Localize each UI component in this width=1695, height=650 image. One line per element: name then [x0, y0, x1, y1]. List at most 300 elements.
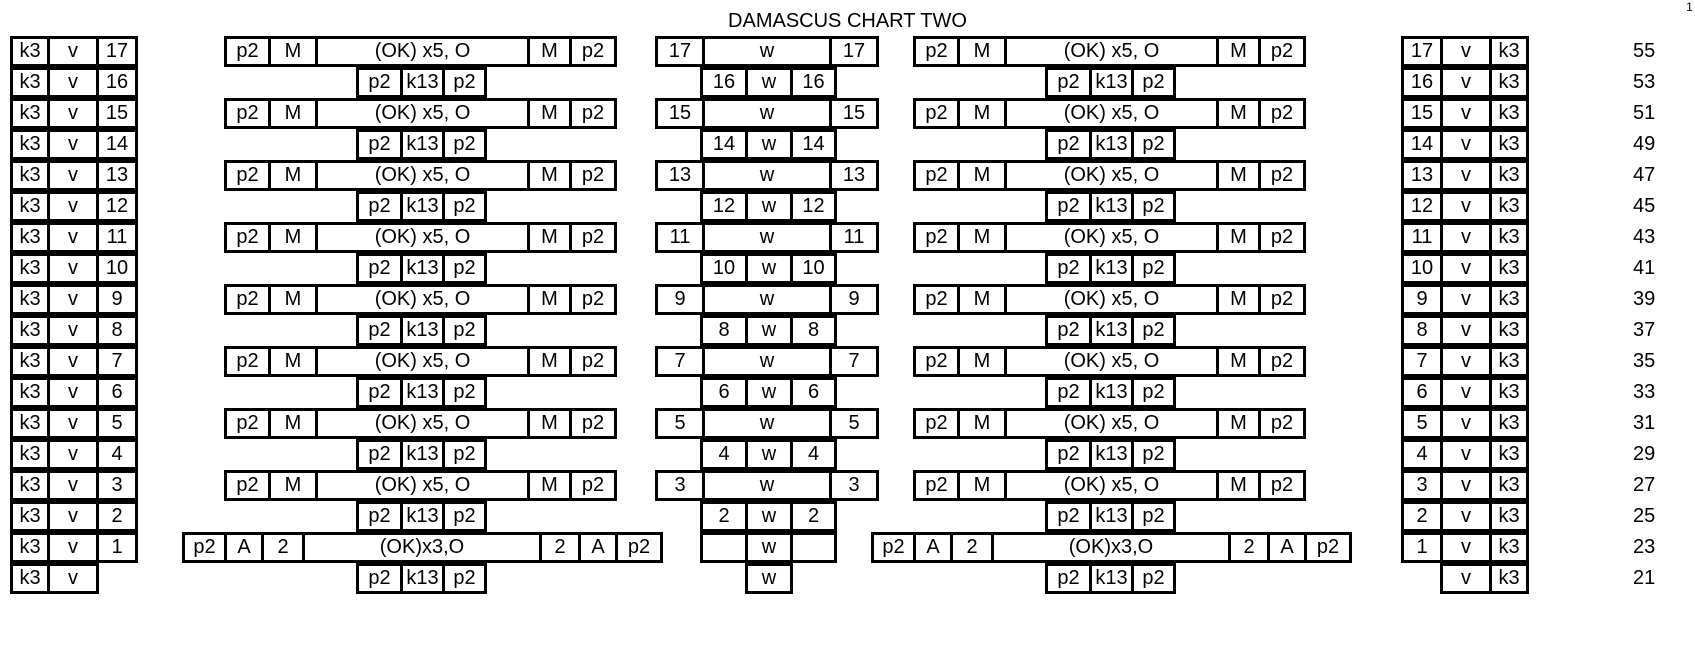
stitch-k3: k3 [1489, 36, 1529, 67]
stitch-ok-x5: (OK) x5, O [1004, 160, 1219, 191]
stitch-count: 6 [700, 377, 748, 408]
stitch-p2: p2 [913, 98, 960, 129]
stitch-count: 11 [829, 222, 879, 253]
stitch-M: M [1216, 160, 1261, 191]
stitch-w: w [745, 67, 793, 98]
stitch-k13: k13 [400, 129, 445, 160]
chart-row [0, 408, 1695, 439]
stitch-count: 7 [655, 346, 705, 377]
stitch-v: v [47, 377, 99, 408]
stitch-p2: p2 [356, 563, 403, 594]
stitch-k13: k13 [400, 315, 445, 346]
stitch-p2: p2 [356, 377, 403, 408]
stitch-k3: k3 [1489, 129, 1529, 160]
stitch-k3: k3 [1489, 346, 1529, 377]
stitch-count: 11 [1401, 222, 1443, 253]
chart-row [0, 470, 1695, 501]
stitch-ok-x5: (OK) x5, O [1004, 408, 1219, 439]
stitch-w: w [745, 501, 793, 532]
stitch-p2: p2 [569, 470, 617, 501]
stitch-v: v [47, 532, 99, 563]
stitch-p2: p2 [442, 67, 487, 98]
stitch-p2: p2 [442, 253, 487, 284]
stitch-k3: k3 [10, 377, 50, 408]
stitch-k3: k3 [10, 67, 50, 98]
stitch-w: w [745, 532, 793, 563]
stitch-ok-x5: (OK) x5, O [315, 36, 530, 67]
chart-row [0, 377, 1695, 408]
stitch-M: M [527, 98, 572, 129]
stitch-2: 2 [539, 532, 581, 563]
stitch-count: 7 [96, 346, 138, 377]
stitch-count: 10 [700, 253, 748, 284]
stitch-M: M [957, 98, 1007, 129]
stitch-count: 3 [1401, 470, 1443, 501]
stitch-M: M [957, 470, 1007, 501]
stitch-p2: p2 [1258, 408, 1306, 439]
stitch-w: w [702, 36, 832, 67]
stitch-v: v [47, 501, 99, 532]
stitch-k13: k13 [1089, 563, 1134, 594]
stitch-M: M [268, 346, 318, 377]
stitch-v: v [1440, 253, 1492, 284]
row-number-label: 45 [1633, 195, 1656, 217]
stitch-M: M [957, 222, 1007, 253]
stitch-p2: p2 [913, 160, 960, 191]
stitch-p2: p2 [1258, 98, 1306, 129]
stitch-count: 2 [790, 501, 837, 532]
chart-row [0, 222, 1695, 253]
stitch-count: 1 [1401, 532, 1443, 563]
stitch-k13: k13 [400, 191, 445, 222]
chart-row [0, 253, 1695, 284]
stitch-2: 2 [950, 532, 994, 563]
stitch-v: v [47, 160, 99, 191]
stitch-count: 14 [96, 129, 138, 160]
stitch-p2: p2 [224, 36, 271, 67]
stitch-count: 15 [96, 98, 138, 129]
stitch-k3: k3 [10, 191, 50, 222]
stitch-ok-x5: (OK) x5, O [1004, 346, 1219, 377]
stitch-p2: p2 [913, 346, 960, 377]
stitch-ok-x5: (OK) x5, O [315, 408, 530, 439]
stitch-w: w [745, 129, 793, 160]
stitch-ok-x3: (OK)x3,O [991, 532, 1231, 563]
stitch-k3: k3 [10, 98, 50, 129]
stitch-p2: p2 [224, 160, 271, 191]
stitch-count: 3 [829, 470, 879, 501]
row-number-label: 43 [1633, 226, 1656, 248]
stitch-v: v [47, 129, 99, 160]
stitch-count: 3 [655, 470, 705, 501]
stitch-p2: p2 [569, 408, 617, 439]
stitch-k3: k3 [10, 408, 50, 439]
stitch-M: M [1216, 222, 1261, 253]
stitch-ok-x5: (OK) x5, O [315, 470, 530, 501]
stitch-v: v [47, 36, 99, 67]
stitch-w: w [745, 315, 793, 346]
stitch-count: 4 [790, 439, 837, 470]
stitch-count: 9 [1401, 284, 1443, 315]
stitch-v: v [1440, 67, 1492, 98]
stitch-count: 2 [1401, 501, 1443, 532]
stitch-p2: p2 [224, 222, 271, 253]
stitch-count: 15 [1401, 98, 1443, 129]
stitch-p2: p2 [356, 501, 403, 532]
stitch-v: v [47, 408, 99, 439]
stitch-count [1401, 563, 1443, 594]
stitch-M: M [268, 36, 318, 67]
stitch-count: 9 [829, 284, 879, 315]
stitch-p2: p2 [1304, 532, 1352, 563]
row-number-label: 47 [1633, 164, 1656, 186]
stitch-v: v [1440, 222, 1492, 253]
stitch-k3: k3 [1489, 377, 1529, 408]
stitch-k3: k3 [1489, 284, 1529, 315]
stitch-p2: p2 [913, 470, 960, 501]
stitch-M: M [268, 222, 318, 253]
stitch-count: 10 [96, 253, 138, 284]
stitch-count: 17 [96, 36, 138, 67]
row-number-label: 31 [1633, 412, 1656, 434]
stitch-k3: k3 [10, 439, 50, 470]
stitch-count: 16 [790, 67, 837, 98]
row-number-label: 37 [1633, 319, 1656, 341]
stitch-k13: k13 [400, 253, 445, 284]
stitch-k13: k13 [1089, 501, 1134, 532]
stitch-k3: k3 [10, 160, 50, 191]
chart-row [0, 439, 1695, 470]
stitch-v: v [47, 67, 99, 98]
stitch-p2: p2 [569, 346, 617, 377]
stitch-w: w [702, 222, 832, 253]
chart-title: DAMASCUS CHART TWO [728, 10, 967, 32]
stitch-k13: k13 [1089, 129, 1134, 160]
stitch-count: 17 [1401, 36, 1443, 67]
stitch-p2: p2 [182, 532, 227, 563]
stitch-M: M [527, 470, 572, 501]
stitch-count: 14 [700, 129, 748, 160]
stitch-count: 4 [96, 439, 138, 470]
stitch-v: v [47, 191, 99, 222]
stitch-p2: p2 [224, 98, 271, 129]
row-number-label: 23 [1633, 536, 1656, 558]
stitch-w: w [702, 346, 832, 377]
stitch-v: v [1440, 284, 1492, 315]
stitch-p2: p2 [569, 284, 617, 315]
stitch-M: M [527, 346, 572, 377]
chart-row [0, 67, 1695, 98]
stitch-v: v [1440, 160, 1492, 191]
stitch-2: 2 [261, 532, 305, 563]
chart-row [0, 36, 1695, 67]
stitch-k3: k3 [10, 470, 50, 501]
stitch-ok-x5: (OK) x5, O [315, 346, 530, 377]
row-number-label: 55 [1633, 40, 1656, 62]
stitch-p2: p2 [356, 191, 403, 222]
stitch-v: v [1440, 346, 1492, 377]
stitch-count: 16 [1401, 67, 1443, 98]
stitch-k13: k13 [1089, 377, 1134, 408]
stitch-p2: p2 [1045, 563, 1092, 594]
stitch-count: 12 [96, 191, 138, 222]
row-number-label: 33 [1633, 381, 1656, 403]
stitch-M: M [527, 36, 572, 67]
stitch-ok-x5: (OK) x5, O [1004, 36, 1219, 67]
stitch-k3: k3 [1489, 439, 1529, 470]
row-number-label: 51 [1633, 102, 1656, 124]
stitch-w: w [745, 439, 793, 470]
stitch-k3: k3 [10, 222, 50, 253]
stitch-count: 15 [655, 98, 705, 129]
stitch-A: A [224, 532, 264, 563]
stitch-count: 8 [1401, 315, 1443, 346]
stitch-count: 2 [700, 501, 748, 532]
stitch-M: M [1216, 408, 1261, 439]
stitch-v: v [1440, 470, 1492, 501]
chart-row [0, 346, 1695, 377]
stitch-w: w [702, 98, 832, 129]
stitch-p2: p2 [224, 470, 271, 501]
stitch-p2: p2 [1045, 129, 1092, 160]
stitch-M: M [1216, 36, 1261, 67]
stitch-p2: p2 [1131, 563, 1176, 594]
stitch-p2: p2 [1258, 36, 1306, 67]
stitch-w: w [702, 470, 832, 501]
stitch-k13: k13 [400, 501, 445, 532]
stitch-v: v [1440, 36, 1492, 67]
stitch-A: A [578, 532, 618, 563]
stitch-count [700, 563, 748, 594]
stitch-p2: p2 [1045, 191, 1092, 222]
stitch-k3: k3 [1489, 160, 1529, 191]
chart-row [0, 501, 1695, 532]
stitch-v: v [47, 563, 99, 594]
stitch-k3: k3 [1489, 532, 1529, 563]
stitch-p2: p2 [913, 36, 960, 67]
stitch-k13: k13 [400, 67, 445, 98]
stitch-count: 8 [96, 315, 138, 346]
stitch-count: 2 [96, 501, 138, 532]
stitch-M: M [268, 284, 318, 315]
stitch-count: 11 [96, 222, 138, 253]
stitch-count: 9 [96, 284, 138, 315]
stitch-count: 10 [1401, 253, 1443, 284]
stitch-p2: p2 [1258, 160, 1306, 191]
stitch-p2: p2 [1045, 315, 1092, 346]
stitch-k3: k3 [1489, 98, 1529, 129]
stitch-p2: p2 [356, 253, 403, 284]
stitch-v: v [47, 346, 99, 377]
stitch-2: 2 [1228, 532, 1270, 563]
stitch-w: w [745, 191, 793, 222]
stitch-k3: k3 [10, 563, 50, 594]
stitch-p2: p2 [442, 439, 487, 470]
stitch-k3: k3 [10, 315, 50, 346]
stitch-p2: p2 [1131, 67, 1176, 98]
stitch-k13: k13 [1089, 439, 1134, 470]
stitch-ok-x5: (OK) x5, O [315, 160, 530, 191]
stitch-p2: p2 [442, 501, 487, 532]
stitch-p2: p2 [356, 439, 403, 470]
stitch-count: 6 [1401, 377, 1443, 408]
stitch-v: v [1440, 501, 1492, 532]
stitch-M: M [527, 160, 572, 191]
stitch-p2: p2 [442, 377, 487, 408]
stitch-count: 8 [790, 315, 837, 346]
stitch-count: 4 [1401, 439, 1443, 470]
stitch-count: 12 [1401, 191, 1443, 222]
stitch-M: M [1216, 346, 1261, 377]
chart-row [0, 563, 1695, 594]
chart-row [0, 160, 1695, 191]
stitch-v: v [47, 315, 99, 346]
stitch-p2: p2 [1131, 377, 1176, 408]
stitch-count: 5 [655, 408, 705, 439]
stitch-p2: p2 [1131, 129, 1176, 160]
stitch-p2: p2 [1131, 501, 1176, 532]
stitch-k13: k13 [400, 377, 445, 408]
stitch-p2: p2 [1258, 346, 1306, 377]
stitch-ok-x5: (OK) x5, O [315, 98, 530, 129]
stitch-k3: k3 [10, 501, 50, 532]
stitch-M: M [527, 222, 572, 253]
row-number-label: 29 [1633, 443, 1656, 465]
stitch-M: M [957, 160, 1007, 191]
stitch-count: 9 [655, 284, 705, 315]
stitch-count: 3 [96, 470, 138, 501]
stitch-count: 5 [96, 408, 138, 439]
stitch-count: 15 [829, 98, 879, 129]
stitch-M: M [268, 408, 318, 439]
stitch-count: 14 [1401, 129, 1443, 160]
stitch-k3: k3 [1489, 408, 1529, 439]
row-number-label: 39 [1633, 288, 1656, 310]
stitch-M: M [957, 346, 1007, 377]
stitch-p2: p2 [569, 160, 617, 191]
stitch-p2: p2 [1131, 315, 1176, 346]
stitch-k3: k3 [1489, 315, 1529, 346]
stitch-p2: p2 [871, 532, 916, 563]
stitch-ok-x5: (OK) x5, O [1004, 98, 1219, 129]
stitch-blank [700, 532, 748, 563]
row-number-label: 49 [1633, 133, 1656, 155]
stitch-count: 12 [790, 191, 837, 222]
stitch-p2: p2 [1045, 253, 1092, 284]
stitch-w: w [745, 253, 793, 284]
stitch-p2: p2 [1258, 284, 1306, 315]
stitch-p2: p2 [224, 284, 271, 315]
stitch-p2: p2 [1258, 222, 1306, 253]
stitch-ok-x5: (OK) x5, O [1004, 284, 1219, 315]
stitch-k3: k3 [1489, 67, 1529, 98]
stitch-k3: k3 [1489, 501, 1529, 532]
stitch-count: 13 [829, 160, 879, 191]
stitch-p2: p2 [913, 284, 960, 315]
stitch-v: v [1440, 408, 1492, 439]
stitch-p2: p2 [913, 222, 960, 253]
stitch-A: A [913, 532, 953, 563]
stitch-k13: k13 [1089, 67, 1134, 98]
stitch-v: v [47, 470, 99, 501]
stitch-count: 5 [829, 408, 879, 439]
stitch-k3: k3 [10, 36, 50, 67]
stitch-p2: p2 [1045, 67, 1092, 98]
stitch-count: 10 [790, 253, 837, 284]
stitch-count: 6 [790, 377, 837, 408]
stitch-k3: k3 [10, 129, 50, 160]
stitch-v: v [1440, 377, 1492, 408]
chart-row [0, 315, 1695, 346]
stitch-k13: k13 [400, 439, 445, 470]
stitch-p2: p2 [1045, 377, 1092, 408]
stitch-w: w [745, 563, 793, 594]
stitch-count: 11 [655, 222, 705, 253]
stitch-ok-x5: (OK) x5, O [315, 222, 530, 253]
stitch-k3: k3 [1489, 563, 1529, 594]
stitch-p2: p2 [1131, 253, 1176, 284]
stitch-p2: p2 [913, 408, 960, 439]
stitch-p2: p2 [615, 532, 663, 563]
stitch-p2: p2 [442, 129, 487, 160]
stitch-M: M [957, 408, 1007, 439]
stitch-count: 5 [1401, 408, 1443, 439]
stitch-p2: p2 [442, 191, 487, 222]
stitch-k13: k13 [1089, 191, 1134, 222]
stitch-v: v [47, 222, 99, 253]
stitch-M: M [268, 470, 318, 501]
stitch-v: v [1440, 129, 1492, 160]
chart-row [0, 98, 1695, 129]
stitch-k3: k3 [1489, 191, 1529, 222]
stitch-v: v [47, 284, 99, 315]
stitch-w: w [702, 408, 832, 439]
stitch-v: v [1440, 315, 1492, 346]
stitch-ok-x5: (OK) x5, O [1004, 470, 1219, 501]
stitch-p2: p2 [224, 346, 271, 377]
stitch-A: A [1267, 532, 1307, 563]
stitch-p2: p2 [356, 315, 403, 346]
row-number-label: 53 [1633, 71, 1656, 93]
stitch-count: 7 [1401, 346, 1443, 377]
stitch-count: 14 [790, 129, 837, 160]
stitch-M: M [268, 160, 318, 191]
corner-mark: 1 [1686, 0, 1693, 14]
stitch-count: 6 [96, 377, 138, 408]
row-number-label: 35 [1633, 350, 1656, 372]
stitch-p2: p2 [224, 408, 271, 439]
stitch-v: v [1440, 439, 1492, 470]
stitch-k3: k3 [10, 253, 50, 284]
stitch-k3: k3 [10, 532, 50, 563]
stitch-v: v [1440, 191, 1492, 222]
stitch-v: v [1440, 532, 1492, 563]
stitch-p2: p2 [569, 222, 617, 253]
stitch-M: M [957, 36, 1007, 67]
stitch-p2: p2 [356, 129, 403, 160]
stitch-v: v [47, 253, 99, 284]
stitch-k13: k13 [400, 563, 445, 594]
stitch-M: M [268, 98, 318, 129]
stitch-blank [790, 532, 837, 563]
stitch-k3: k3 [1489, 253, 1529, 284]
stitch-p2: p2 [1258, 470, 1306, 501]
stitch-w: w [702, 284, 832, 315]
stitch-p2: p2 [1131, 191, 1176, 222]
stitch-p2: p2 [1045, 501, 1092, 532]
stitch-p2: p2 [1131, 439, 1176, 470]
row-number-label: 41 [1633, 257, 1656, 279]
